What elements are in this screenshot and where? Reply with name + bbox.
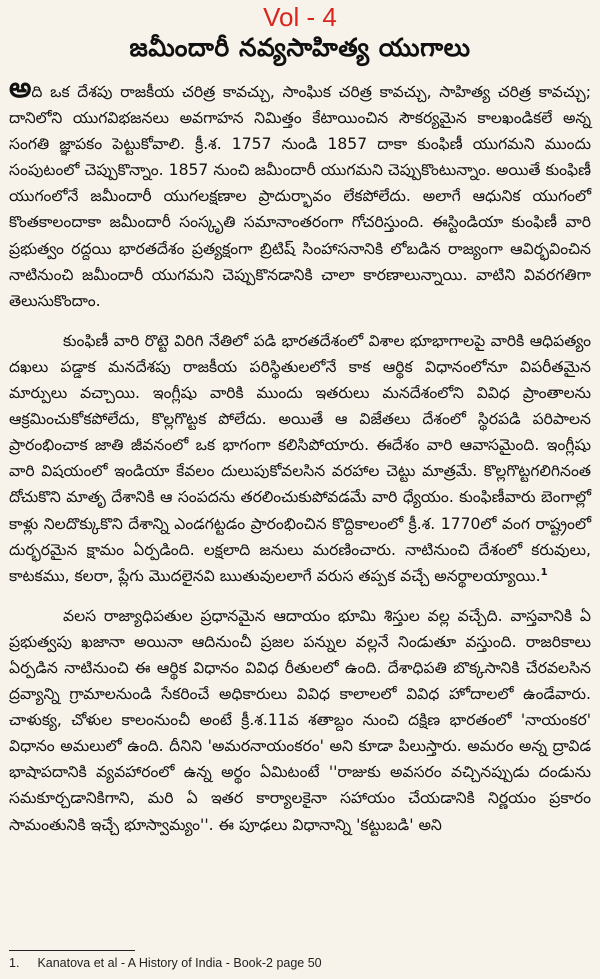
paragraph-1-text: ది ఒక దేశపు రాజకీయ చరిత్ర కావచ్చు, సాంఘిక చరిత్ర కావచ్చు, సాహిత్య చరిత్ర కావచ్చు; దానిలోని యుగవిభజనలు అవగాహన నిమిత్తం కేటాయించిన సౌకర్యమైన కాలఖండికలే అన్న సంగతి జ్ఞాపకం పెట్టుకోవాలి. క్రీ.శ. 1757 నుండి 1857 దాకా కుంఫిణీ యుగమని ముందు సంపుటంలో చెప్పుకొన్నాం. 1857 నుంచి జమీందారీ యుగమని చెప్పుకొంటున్నాం. అయితే కుంఫిణీ యుగంలోనే జమీందారీ యుగలక్షణాల ప్రాదుర్భావం లేకపోలేదు. అలాగే ఆధునిక యుగంలో కొంతకాలందాకా జమీందారీ సంస్కృతి సమానాంతరంగా గోచరిస్తుంది. ఈస్టిండియా కుంఫిణీ వారి ప్రభుత్వం రద్దయి భారతదేశం ప్రత్యక్షంగా బ్రిటిష్ సింహాసనానికి లోబడిన రాజ్యంగా ఆవిర్భవించిన నాటినుంచి జమీందారీ యుగమని చెప్పుకొనడానికి చాలా కారణాలున్నాయి. వాటిని వివరగతిగా తెలుసుకొందాం. [9, 83, 591, 310]
footnote-number: 1. [9, 956, 20, 970]
drop-cap: అ [9, 71, 32, 104]
footnote-divider [9, 950, 135, 951]
chapter-title: జమీందారీ నవ్యసాహిత్య యుగాలు [129, 33, 471, 62]
paragraph-3 [9, 603, 591, 838]
volume-label: Vol - 4 [263, 2, 337, 32]
footnote [9, 955, 322, 971]
paragraph-2-text: కుంఫిణీ వారి రొట్టె విరిగి నేతిలో పడి భారతదేశంలో విశాల భూభాగాలపై వారికి ఆధిపత్యం దఖలు పడ్డాక మనదేశపు రాజకీయ పరిస్థితులలోనే కాక ఆర్థిక విధానంలోనూ విపరీతమైన మార్పులు వచ్చాయి. ఇంగ్లీషు వారికి ముందు ఇతరులు మనదేశంలోని వివిధ ప్రాంతాలను ఆక్రమించుకోకపోలేదు, కొల్లగొట్టక పోలేదు. అయితే ఆ విజేతలు దేశంలో స్థిరపడి పరిపాలన ప్రారంభించాక జాతి జీవనంలో ఒక భాగంగా కలిసిపోయారు. ఈదేశం వారి ఆవాసమైంది. ఇంగ్లీషు వారి విషయంలో ఇండియా కేవలం దులుపుకోవలసిన వరహాల చెట్టు మాత్రమే. కొల్లగొట్టగలిగినంత దోచుకొని మాతృ దేశానికి ఆ సంపదను తరలించుకుపోవడమే వారి ధ్యేయం. కుంఫిణీవారు బెంగాల్లో కాళ్లు నిలదొక్కుకొని దేశాన్ని ఎండగట్టడం ప్రారంభించిన కొద్దికాలంలో క్రీ.శ. 1770లో వంగ రాష్ట్రంలో దుర్భరమైన క్షామం ఏర్పడింది. లక్షలాది జనులు మరణించారు. నాటినుంచి దేశంలో కరువులు, కాటకము, కలరా, ప్లేగు మొదలైనవి ఋతువులలాగే వరుస తప్పక వచ్చే అనర్థాలయ్యాయి. [9, 331, 591, 585]
footnote-ref[interactable]: 1 [540, 566, 548, 578]
paragraph-2 [9, 328, 591, 589]
footnote-text: Kanatova et al - A History of India - Book-2 page 50 [37, 956, 322, 970]
paragraph-1 [9, 71, 591, 314]
paragraph-3-text: వలస రాజ్యాధిపతుల ప్రధానమైన ఆదాయం భూమి శిస్తుల వల్ల వచ్చేది. వాస్తవానికి ఏ ప్రభుత్వపు ఖజానా అయినా ఆదినుంచీ ప్రజల పన్నుల వల్లనే నిండుతూ వస్తుంది. రాజరికాలు ఏర్పడిన నాటినుంచి ఈ ఆర్థిక విధానం వివిధ రీతులలో ఉంది. దేశాధిపతి బొక్కసానికి చేరవలసిన ద్రవ్యాన్ని గ్రామాలనుండి సేకరించే అధికారులు వివిధ కాలాలలో వివిధ హోదాలలో ఉండేవారు. చాళుక్య, చోళుల కాలంనుంచీ అంటే క్రీ.శ.11వ శతాబ్దం నుంచి దక్షిణ భారతంలో 'నాయంకర' విధానం అమలులో ఉంది. దీనిని 'అమరనాయంకరం' అని కూడా పిలుస్తారు. అమరం అన్న ద్రావిడ భాషాపదానికి వ్యవహారంలో ఉన్న అర్థం ఏమిటంటే ''రాజుకు అవసరం వచ్చినప్పుడు దండును సమకూర్చడానికిగాని, మరి ఏ ఇతర కార్యాలకైనా సహాయం చేయడానికి నిర్ణయం ప్రకారం సామంతునికి ఇచ్చే భూస్వామ్యం''. ఈ పూఢలు విధానాన్ని 'కట్టుబడి' అని [9, 606, 591, 834]
